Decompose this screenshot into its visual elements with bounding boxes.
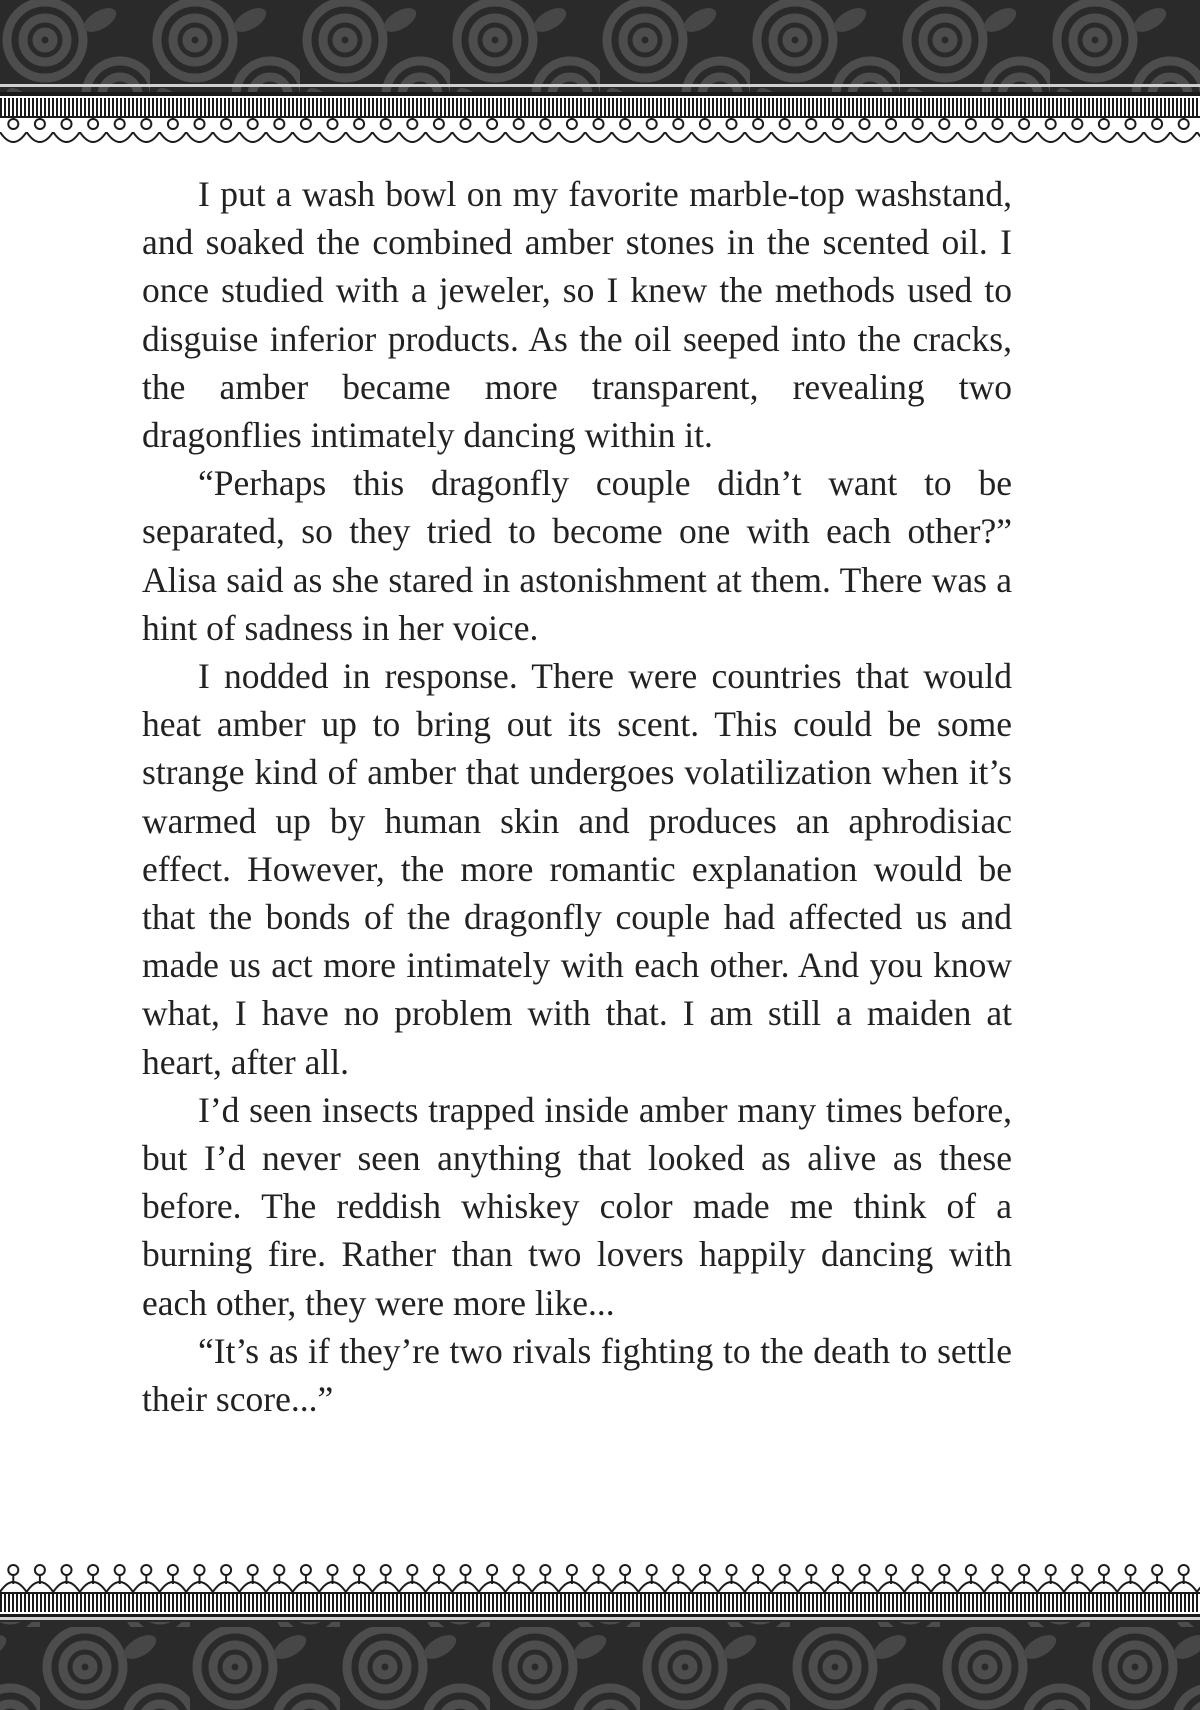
paragraph: I nodded in response. There were countries that would heat amber up to bring out its scent. This could be some strange kind of amber that undergoes volatilization when it’s warmed up by human skin and produces an aphrodisiac effect. However, the more romantic explanation would be that the bonds of the dragonfly couple had affected us and made us act more intimately with each other. And you know what, I have no problem with that. I am still a maiden at heart, after all.	[142, 656, 1012, 1082]
paragraph: I’d seen insects trapped inside amber many times before, but I’d never seen anything that looked as alive as these before. The reddish whiskey color made me think of a burning fire. Rather than two lovers happily dancing with each other, they were more like...	[142, 1089, 1012, 1323]
top-lace-trim	[0, 92, 1200, 148]
paragraph: “It’s as if they’re two rivals fighting to the death to settle their score...”	[142, 1330, 1012, 1420]
paragraph: I put a wash bowl on my favorite marble-top washstand, and soaked the combined amber stones in the scented oil. I once studied with a jeweler, so I knew the methods used to disguise inferior products. As the oil seeped into the cracks, the amber became more transparent, revealing two dragonflies intimately dancing within it.	[142, 174, 1012, 456]
lace-trim-icon	[0, 92, 1200, 148]
bottom-lace-trim	[0, 1562, 1200, 1618]
paragraph: “Perhaps this dragonfly couple didn’t want to be separated, so they tried to become one with each other?” Alisa said as she stared in astonishment at them. There was a hint of sadness in her voice.	[142, 463, 1012, 648]
lace-trim-icon	[0, 1562, 1200, 1618]
top-rose-band	[0, 0, 1200, 92]
rose-pattern-icon	[0, 0, 1200, 92]
rose-pattern-icon	[0, 1617, 1200, 1710]
bottom-rose-band	[0, 1617, 1200, 1710]
page-body	[142, 170, 1012, 1423]
